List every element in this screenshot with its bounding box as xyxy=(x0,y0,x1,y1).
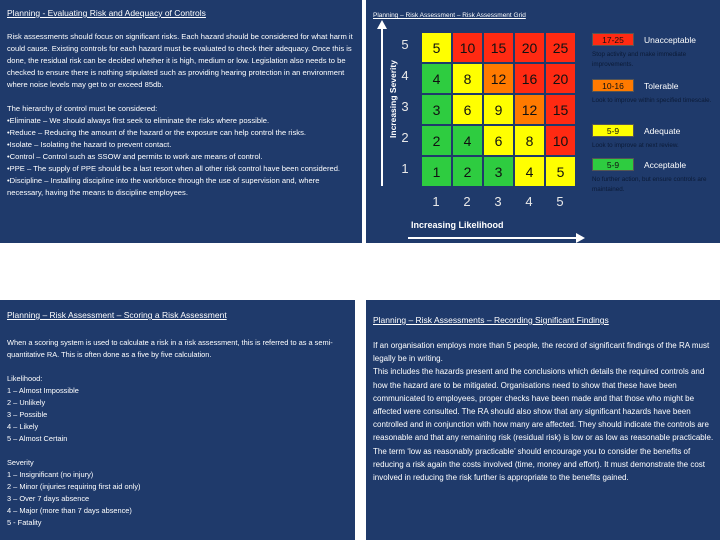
legend-swatch: 17-25 xyxy=(592,33,634,46)
intro-paragraph: When a scoring system is used to calculate a risk in a risk assessment, this is referred to as a semi-quantitative RA. This is often done as a five by five calculation. xyxy=(7,338,333,359)
legend-swatch: 5-9 xyxy=(592,158,634,171)
slide-body xyxy=(7,337,347,529)
hierarchy-intro: The hierarchy of control must be considered: xyxy=(7,104,158,113)
list-item: 2 – Minor (injuries requiring first aid only) xyxy=(7,482,141,491)
risk-cell: 8 xyxy=(452,63,483,94)
y-axis-label: Increasing Severity xyxy=(388,60,398,138)
x-axis-label: Increasing Likelihood xyxy=(411,220,504,230)
risk-cell: 4 xyxy=(514,156,545,187)
likelihood-label: 2 xyxy=(463,194,471,209)
risk-cell: 10 xyxy=(545,125,576,156)
risk-cell: 15 xyxy=(483,32,514,63)
likelihood-heading: Likelihood: xyxy=(7,374,43,383)
list-item: 1 – Insignificant (no injury) xyxy=(7,470,94,479)
risk-cell: 9 xyxy=(483,94,514,125)
legend-label: Tolerable xyxy=(644,81,679,91)
risk-cell: 16 xyxy=(514,63,545,94)
risk-cell: 15 xyxy=(545,94,576,125)
legend-swatch: 10-16 xyxy=(592,79,634,92)
legend-label: Acceptable xyxy=(644,160,687,170)
risk-matrix xyxy=(421,32,576,187)
list-item: 5 - Fatality xyxy=(7,518,42,527)
risk-cell: 3 xyxy=(483,156,514,187)
severity-label: 5 xyxy=(401,37,409,52)
risk-cell: 12 xyxy=(483,63,514,94)
severity-label: 2 xyxy=(401,130,409,145)
list-item: 4 – Major (more than 7 days absence) xyxy=(7,506,132,515)
list-item: 2 – Unlikely xyxy=(7,398,46,407)
risk-cell: 6 xyxy=(483,125,514,156)
legend-description: No further action, but ensure controls are maintained. xyxy=(592,176,707,193)
paragraph: If an organisation employs more than 5 people, the record of significant findings of the RA must legally be in writing. xyxy=(373,341,710,364)
bullet-item: •Eliminate – We should always first seek to eliminate the risks where possible. xyxy=(7,116,270,125)
slide-title: Planning – Risk Assessments – Recording Significant Findings xyxy=(373,315,609,325)
likelihood-label: 3 xyxy=(494,194,502,209)
list-item: 4 – Likely xyxy=(7,422,39,431)
legend-description: Look to improve at next review. xyxy=(592,142,679,149)
x-axis-line xyxy=(408,237,578,239)
legend-label: Adequate xyxy=(644,126,681,136)
slide-title: Planning – Risk Assessment – Scoring a Risk Assessment xyxy=(7,310,227,320)
legend-description: Look to improve within specified timescale. xyxy=(592,97,712,104)
list-item: 1 – Almost Impossible xyxy=(7,386,79,395)
bullet-item: •Reduce – Reducing the amount of the hazard or the exposure can help control the risks. xyxy=(7,128,306,137)
list-item: 3 – Over 7 days absence xyxy=(7,494,90,503)
slide-body xyxy=(7,31,355,199)
slide-evaluating-risk xyxy=(0,0,362,243)
legend-description: Stop activity and make immediate improvements. xyxy=(592,51,687,68)
risk-cell: 10 xyxy=(452,32,483,63)
slide-title: Planning - Evaluating Risk and Adequacy of Controls xyxy=(7,8,206,18)
risk-cell: 4 xyxy=(452,125,483,156)
risk-cell: 25 xyxy=(545,32,576,63)
severity-label: 4 xyxy=(401,68,409,83)
slide-scoring-risk xyxy=(0,300,355,540)
risk-cell: 2 xyxy=(452,156,483,187)
paragraph: This includes the hazards present and the conclusions which details the required controls and how the hazard are to be mitigated. Organisations need to show that these have been communicated to employees, proper checks have been made and that those who might be affected were consulted. The RA should also show that any significant hazards have been controlled and in conjunction with how many are affected. They should indicate the controls are reasonable and that any remaining risk (residual risk) is low or as low as reasonable practicable. xyxy=(373,367,714,443)
risk-cell: 12 xyxy=(514,94,545,125)
risk-cell: 6 xyxy=(452,94,483,125)
slide-recording-findings xyxy=(366,300,720,540)
slide-body xyxy=(373,339,716,484)
risk-cell: 20 xyxy=(514,32,545,63)
risk-cell: 2 xyxy=(421,125,452,156)
likelihood-label: 5 xyxy=(556,194,564,209)
risk-cell: 8 xyxy=(514,125,545,156)
bullet-item: •PPE – The supply of PPE should be a last resort when all other risk control have been considered. xyxy=(7,164,341,173)
bullet-item: •Discipline – Installing discipline into the workforce through the use of supervision and, where necessary, having the means to discipline employees. xyxy=(7,176,320,197)
bullet-item: •Isolate – Isolating the hazard to prevent contact. xyxy=(7,140,172,149)
severity-label: 1 xyxy=(401,161,409,176)
intro-paragraph: Risk assessments should focus on significant risks. Each hazard should be considered for what harm it could cause. Existing controls for each hazard must be evaluated to check their adequacy. Once this is done, the residual risk can be decided whether it is high, medium or low. Legislation also needs to be checked to ensure there is nothing stipulated such as providing hearing protection in an environment where noise levels may get to or exceed 85db. xyxy=(7,32,353,89)
paragraph: The term ‘low as reasonably practicable’ should encourage you to consider the benefits of reducing a risk again the costs involved (time, money and effort). It must demonstrate the cost involved in reducing the risk further is appropriate to the benefits gained. xyxy=(373,446,706,483)
list-item: 5 – Almost Certain xyxy=(7,434,68,443)
risk-cell: 3 xyxy=(421,94,452,125)
y-axis-line xyxy=(381,28,383,186)
legend-swatch: 5-9 xyxy=(592,124,634,137)
slide-risk-grid xyxy=(366,0,720,243)
likelihood-label: 4 xyxy=(525,194,533,209)
risk-cell: 20 xyxy=(545,63,576,94)
severity-heading: Severity xyxy=(7,458,34,467)
slide-title: Planning – Risk Assessment – Risk Assessment Grid xyxy=(373,12,526,19)
likelihood-label: 1 xyxy=(432,194,440,209)
legend-label: Unacceptable xyxy=(644,35,696,45)
risk-cell: 5 xyxy=(545,156,576,187)
risk-cell: 1 xyxy=(421,156,452,187)
risk-cell: 5 xyxy=(421,32,452,63)
severity-label: 3 xyxy=(401,99,409,114)
list-item: 3 – Possible xyxy=(7,410,48,419)
bullet-item: •Control – Control such as SSOW and permits to work are means of control. xyxy=(7,152,263,161)
risk-cell: 4 xyxy=(421,63,452,94)
x-axis-arrow xyxy=(576,233,585,243)
